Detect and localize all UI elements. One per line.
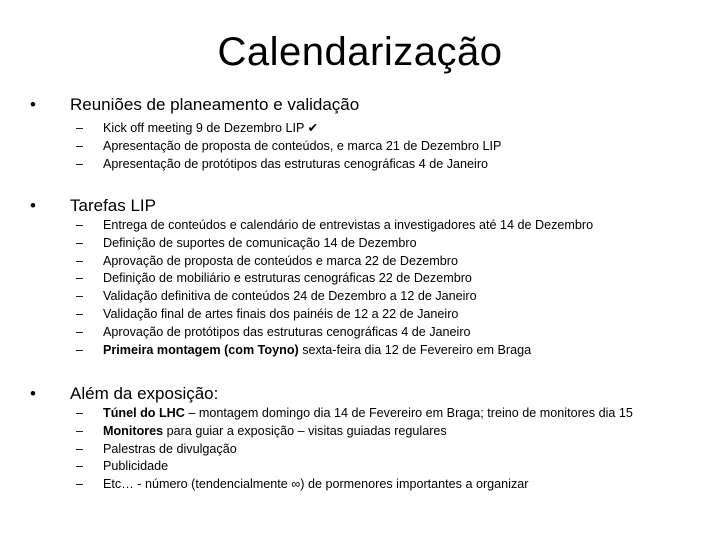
dash-marker: – [76,289,84,304]
dash-marker: – [76,235,84,250]
list-item [0,235,720,253]
bullet-marker: • [30,95,36,114]
dash-marker: – [76,306,84,321]
list-item [0,270,720,288]
item-text: sexta-feira dia 12 de Fevereiro em Braga [298,342,532,357]
list-item [0,476,720,494]
item-text: Definição de suportes de comunicação 14 de Dezembro [103,235,417,250]
dash-marker: – [76,441,84,456]
sub-list [0,217,720,359]
slide-title: Calendarização [217,30,503,74]
item-text: Publicidade [103,459,169,474]
dash-marker: – [76,342,84,357]
list-item [0,138,720,156]
list-item [0,288,720,306]
dash-marker: – [76,121,84,135]
item-bold-text: Túnel do LHC [103,406,185,420]
item-text: Definição de mobiliário e estruturas cenográficas 22 de Dezembro [103,271,472,286]
list-item [0,217,720,235]
list-item [0,324,720,342]
list-item [0,405,720,423]
dash-marker: – [76,253,84,268]
item-text: Validação definitiva de conteúdos 24 de Dezembro a 12 de Janeiro [103,289,477,304]
section-heading: Além da exposição: [70,384,219,403]
item-text: Kick off meeting 9 de Dezembro LIP ✔ [103,121,319,135]
dash-marker: – [76,477,84,492]
list-item [0,342,720,360]
list-item [0,441,720,459]
dash-marker: – [76,138,84,153]
item-text: Aprovação de proposta de conteúdos e marca 22 de Dezembro [103,253,458,268]
section-planning-meetings [0,94,720,173]
bullet-marker: • [30,384,36,403]
item-text: Palestras de divulgação [103,441,237,456]
list-item [0,253,720,271]
dash-marker: – [76,406,84,420]
item-text: Etc… - número (tendencialmente ∞) de pormenores importantes a organizar [103,477,529,492]
list-item [0,306,720,324]
section-beyond-exhibition [0,383,720,494]
list-item [0,423,720,441]
list-item [0,458,720,476]
dash-marker: – [76,423,84,438]
item-text: – montagem domingo dia 14 de Fevereiro em Braga; treino de monitores dia 15 [184,406,633,420]
item-text: Apresentação de proposta de conteúdos, e marca 21 de Dezembro LIP [103,138,502,153]
list-item [0,120,720,138]
item-text: Entrega de conteúdos e calendário de entrevistas a investigadores até 14 de Dezembro [103,218,594,232]
sub-list [0,405,720,494]
sub-list [0,120,720,173]
section-heading: Reuniões de planeamento e validação [70,95,360,114]
item-text: Validação final de artes finais dos painéis de 12 a 22 de Janeiro [103,306,459,321]
dash-marker: – [76,324,84,339]
item-bold-text: Monitores [103,423,164,438]
section-heading: Tarefas LIP [70,196,156,215]
dash-marker: – [76,459,84,474]
item-text: para guiar a exposição – visitas guiadas regulares [163,423,447,438]
dash-marker: – [76,218,84,232]
dash-marker: – [76,156,84,171]
bullet-marker: • [30,196,36,215]
dash-marker: – [76,271,84,286]
item-text: Aprovação de protótipos das estruturas cenográficas 4 de Janeiro [103,324,471,339]
section-lip-tasks [0,195,720,359]
item-text: Apresentação de protótipos das estruturas cenográficas 4 de Janeiro [103,156,489,171]
item-bold-text: Primeira montagem (com Toyno) [103,342,299,357]
list-item [0,156,720,174]
